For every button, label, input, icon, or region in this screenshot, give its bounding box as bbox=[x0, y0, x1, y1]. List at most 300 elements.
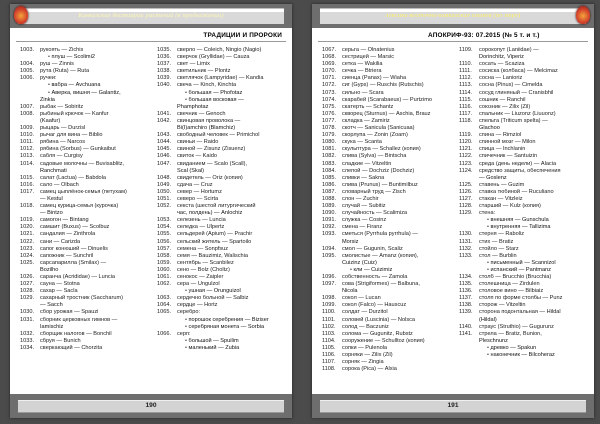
glossary-entry bbox=[157, 302, 286, 309]
glossary-entry bbox=[157, 111, 286, 118]
glossary-entry bbox=[322, 61, 451, 68]
entry-number: 1004. bbox=[20, 61, 34, 68]
entry-text: сверкающий — Chorzita bbox=[40, 344, 103, 351]
glossary-entry bbox=[459, 196, 588, 203]
glossary-entry bbox=[459, 90, 588, 97]
entry-text: свеча — Kinch, Kinchta bbox=[177, 82, 237, 89]
entry-number: 1131. bbox=[459, 238, 473, 245]
entry-number: 1075. bbox=[322, 103, 336, 110]
glossary-subentry: • письменный — Scannizol bbox=[459, 260, 588, 267]
entry-text: сорняк — Zingia bbox=[342, 359, 384, 366]
entry-text: серебро: bbox=[177, 309, 201, 316]
entry-number: 1064. bbox=[157, 302, 171, 309]
entry-number: 1109. bbox=[459, 47, 473, 53]
entry-number: 1126. bbox=[459, 188, 473, 195]
page-number: 191 bbox=[447, 402, 459, 409]
glossary-entry bbox=[322, 189, 451, 196]
glossary-entry bbox=[459, 111, 588, 118]
entry-number: 1053. bbox=[157, 217, 171, 224]
entry-number: 1044. bbox=[157, 139, 171, 146]
entry-number: 1056. bbox=[157, 238, 171, 245]
entry-text: сапожник — Sunchril bbox=[40, 252, 94, 259]
glossary-entry bbox=[322, 68, 451, 75]
entry-text: сторона подонтальная — Hildal bbox=[479, 309, 561, 316]
entry-text: рычаг для вина — Biblio bbox=[40, 132, 103, 139]
glossary-subentry: • плуш — Scolimi2 bbox=[20, 54, 149, 61]
glossary-entry bbox=[459, 239, 588, 246]
glossary-entry bbox=[20, 288, 149, 295]
entry-number: 1010. bbox=[20, 132, 34, 139]
entry-text: скворец (Sturnus) — Aschia, Brauz bbox=[342, 110, 431, 117]
entry-text: руш — Zinnis bbox=[40, 61, 74, 68]
entry-number: 1105. bbox=[322, 344, 336, 351]
entry-number: 1009. bbox=[20, 125, 34, 132]
entry-number: 1132. bbox=[459, 245, 473, 252]
glossary-entry bbox=[20, 189, 149, 196]
entry-text: спельта (Triticum spelta) — bbox=[479, 117, 548, 124]
glossary-subentry: • наконечник — Bilcoheraz bbox=[459, 352, 588, 359]
entry-number: 1113. bbox=[459, 82, 473, 89]
glossary-column bbox=[459, 47, 588, 386]
entry-number: 1021. bbox=[20, 231, 34, 238]
glossary-entry bbox=[322, 118, 451, 125]
entry-number: 1011. bbox=[20, 139, 34, 146]
entry-text: соловей (Luscinia) — Nolsca bbox=[342, 316, 416, 323]
entry-text: сердечно больной — Salbiz bbox=[177, 295, 249, 302]
entry-number: 1111. bbox=[459, 68, 472, 75]
entry-number: 1128. bbox=[459, 203, 473, 210]
entry-number: 1050. bbox=[157, 188, 171, 195]
entry-number: 1079. bbox=[322, 132, 336, 139]
glossary-entry bbox=[157, 196, 286, 203]
entry-text: рыбиный крючок — Kanfur bbox=[40, 110, 109, 117]
entry-text: северо — Scirta bbox=[177, 195, 219, 202]
glossary-entry-continuation: — Sacch bbox=[40, 302, 63, 309]
entry-text: самшит (Buxus) — Scolbuz bbox=[40, 224, 110, 231]
entry-number: 1013. bbox=[20, 153, 34, 160]
entry-number: 1123. bbox=[459, 160, 473, 167]
entry-text: светлячок (Lampyridae) — Kandia bbox=[177, 75, 264, 82]
glossary-entry bbox=[20, 331, 149, 338]
entry-text: сова (Strigiformes) — Balbuna, bbox=[342, 281, 420, 288]
glossary-entry bbox=[157, 153, 286, 160]
glossary-subentry: • вабра — Avchuana bbox=[20, 82, 149, 89]
entry-text: смолистые — Amanz (копия), bbox=[342, 252, 419, 259]
glossary-entry bbox=[322, 324, 451, 331]
glossary-subentry: • внутренняя — Tallizima bbox=[459, 224, 588, 231]
entry-number: 1020. bbox=[20, 224, 34, 231]
glossary-entry bbox=[157, 331, 286, 338]
glossary-entry bbox=[459, 210, 588, 217]
entry-text: служка — Cosinz bbox=[342, 217, 387, 224]
glossary-entry bbox=[157, 267, 286, 274]
footer-band bbox=[10, 394, 292, 418]
entry-text: сиг (Gyps) — Ruschis (Rutschis) bbox=[342, 82, 424, 89]
glossary-entry bbox=[20, 239, 149, 246]
glossary-entry bbox=[322, 82, 451, 89]
flame-emblem-icon bbox=[14, 6, 28, 24]
entry-text: складка — Zamiriz bbox=[342, 117, 390, 124]
entry-text: сливки — Sakna bbox=[342, 174, 385, 181]
glossary-entry bbox=[322, 246, 451, 253]
entry-text: ставень — Guzim bbox=[479, 181, 525, 188]
entry-text: спица — Inchlanin bbox=[479, 146, 526, 153]
entry-text: самогон — Bintang bbox=[40, 217, 89, 224]
entry-number: 1117. bbox=[459, 110, 473, 117]
entry-number: 1061. bbox=[157, 274, 171, 280]
entry-text: столб — Brucchio (Brucchia) bbox=[479, 274, 552, 280]
entry-text: сельдерей (Apium) — Prachir bbox=[177, 231, 253, 238]
glossary-entry bbox=[20, 260, 149, 267]
glossary-subentry: • серебряная монета — Sorbia bbox=[157, 324, 286, 331]
entry-number: 1080. bbox=[322, 139, 336, 146]
glossary-entry bbox=[459, 161, 588, 168]
entry-text: сауна — Stotna bbox=[40, 281, 80, 288]
entry-number: 1072. bbox=[322, 82, 336, 89]
entry-number: 1026. bbox=[20, 274, 34, 280]
entry-text: случайность — Scalimiza bbox=[342, 210, 408, 217]
entry-number: 1012. bbox=[20, 146, 34, 153]
glossary-entry bbox=[459, 132, 588, 139]
glossary-entry bbox=[459, 153, 588, 160]
entry-text: сосна (Pinus) — Cimelda bbox=[479, 82, 543, 89]
glossary-entry bbox=[459, 295, 588, 302]
glossary-subentry: • маленький — Zubia bbox=[157, 345, 286, 352]
entry-text: сокол (Falco) — Hauscuz bbox=[342, 302, 407, 309]
glossary-entry bbox=[459, 61, 588, 68]
entry-text: сено — Bolz (Choltz) bbox=[177, 266, 230, 273]
entry-text: скатерть — Schantz bbox=[342, 103, 394, 110]
entry-number: 1134. bbox=[459, 274, 473, 280]
glossary-entry bbox=[322, 111, 451, 118]
entry-text: сошник — Ranchil bbox=[479, 96, 526, 103]
glossary-subentry: • Аверка, вишня — Galantiz, bbox=[20, 90, 149, 97]
glossary-entry-continuation: час, полдень) — Anlochiz bbox=[177, 210, 243, 217]
entry-text: серп: bbox=[177, 330, 191, 337]
glossary-entry bbox=[20, 75, 149, 82]
entry-text: солод — Baczuniz bbox=[342, 323, 389, 330]
glossary-entry bbox=[20, 274, 149, 281]
entry-number: 1049. bbox=[157, 181, 171, 188]
entry-text: слива (Sylva) — Bintscha bbox=[342, 153, 407, 160]
glossary-entry bbox=[157, 203, 286, 210]
glossary-subentry: • большая — Phofotaz bbox=[157, 90, 286, 97]
entry-number: 1036. bbox=[157, 54, 171, 61]
entry-number: 1042. bbox=[157, 117, 171, 124]
glossary-entry-continuation: Nicola bbox=[342, 288, 358, 295]
glossary-entry bbox=[20, 153, 149, 160]
entry-number: 1084. bbox=[322, 167, 336, 174]
entry-number: 1102. bbox=[322, 323, 336, 330]
glossary-entry bbox=[322, 345, 451, 352]
entry-text: свиной — Zisunz (Zisuenz) bbox=[177, 146, 246, 153]
entry-text: семена — Sonpfsuz bbox=[177, 245, 229, 252]
glossary-entry bbox=[157, 253, 286, 260]
entry-number: 1073. bbox=[322, 89, 336, 96]
glossary-entry bbox=[20, 175, 149, 182]
entry-number: 1016. bbox=[20, 181, 34, 188]
entry-text: сборщик налогов — Bonchil bbox=[40, 330, 112, 337]
entry-text: среда (день недели) — Alacia bbox=[479, 160, 557, 167]
entry-number: 1025. bbox=[20, 259, 34, 266]
entry-number: 1120. bbox=[459, 139, 473, 146]
entry-number: 1103. bbox=[322, 330, 336, 337]
entry-text: скульптура — Schallez (копия) bbox=[342, 146, 421, 153]
running-title: лексика восточно-кавказских языков (по мере) bbox=[385, 12, 521, 19]
glossary-entry bbox=[20, 132, 149, 139]
entry-text: спинной мозг — Milon bbox=[479, 139, 536, 146]
entry-text: спальник — Liuzonz (Liuuonz) bbox=[479, 110, 556, 117]
entry-number: 1030. bbox=[20, 309, 34, 316]
entry-number: 1093. bbox=[322, 231, 336, 238]
entry-number: 1055. bbox=[157, 231, 171, 238]
entry-number: 1035. bbox=[157, 47, 171, 53]
glossary-entry bbox=[459, 104, 588, 111]
glossary-entry-continuation: — Bintzo bbox=[40, 210, 63, 217]
glossary-entry bbox=[322, 309, 451, 316]
glossary-entry-continuation: — Goslenz bbox=[479, 174, 507, 181]
glossary-entry bbox=[157, 161, 286, 168]
entry-text: сабля — Curgisy bbox=[40, 153, 83, 160]
entry-number: 1121. bbox=[459, 146, 473, 153]
entry-text: сокол — Lucan bbox=[342, 295, 381, 302]
entry-number: 1039. bbox=[157, 75, 171, 82]
glossary-entry-continuation: — Kestul bbox=[40, 195, 63, 202]
entry-text: столп по форме столбы — Punz bbox=[479, 295, 563, 302]
entry-text: средство защиты, обеспечения bbox=[479, 167, 561, 174]
entry-number: 1133. bbox=[459, 252, 473, 259]
glossary-entry bbox=[157, 281, 286, 288]
entry-number: 1047. bbox=[157, 160, 171, 167]
glossary-entry bbox=[157, 224, 286, 231]
glossary-entry bbox=[157, 47, 286, 54]
entry-number: 1076. bbox=[322, 110, 336, 117]
entry-number: 1062. bbox=[157, 281, 171, 288]
glossary-entry bbox=[459, 47, 588, 54]
entry-text: рыбак — Sobiritz bbox=[40, 103, 84, 110]
glossary-entry bbox=[20, 104, 149, 111]
glossary-entry bbox=[322, 125, 451, 132]
right-page bbox=[312, 4, 594, 418]
entry-text: сбруя — Bunich bbox=[40, 337, 81, 344]
entry-number: 1115. bbox=[459, 96, 473, 103]
glossary-subentry: • древко — Spakun bbox=[459, 345, 588, 352]
entry-text: рута (Ruta) — Ruta bbox=[40, 68, 90, 75]
entry-number: 1066. bbox=[157, 330, 171, 337]
entry-number: 1099. bbox=[322, 302, 336, 309]
entry-text: скука — Scanta bbox=[342, 139, 382, 146]
entry-text: сельский житель — Spartoilo bbox=[177, 238, 252, 245]
glossary-subentry: • большой — Spuilim bbox=[157, 338, 286, 345]
glossary-entry bbox=[157, 189, 286, 196]
glossary-entry bbox=[20, 231, 149, 238]
entry-number: 1097. bbox=[322, 281, 336, 288]
entry-number: 1125. bbox=[459, 181, 473, 188]
glossary-entry bbox=[322, 90, 451, 97]
entry-text: скотч — Sanicula (Sanicuaa) bbox=[342, 125, 415, 132]
entry-number: 1083. bbox=[322, 160, 336, 167]
glossary-entry bbox=[322, 331, 451, 338]
entry-text: сахарный тростник (Saccharum) bbox=[40, 295, 124, 302]
entry-text: сердце — Hortz bbox=[177, 302, 218, 309]
glossary-entry bbox=[157, 217, 286, 224]
glossary-entry bbox=[157, 182, 286, 189]
section-title: ТРАДИЦИИ И ПРОРОКИ bbox=[16, 30, 286, 42]
entry-number: 1098. bbox=[322, 295, 336, 302]
entry-number: 1027. bbox=[20, 281, 34, 288]
entry-number: 1038. bbox=[157, 68, 171, 75]
entry-number: 1136. bbox=[459, 288, 473, 295]
glossary-entry bbox=[20, 182, 149, 189]
entry-text: рукоять — Zichis bbox=[40, 47, 84, 53]
entry-text: сорняки — Zilix (Zil) bbox=[342, 352, 393, 359]
glossary-entry-continuation: Iamischiz bbox=[40, 323, 64, 330]
glossary-entry-continuation: (Kaafur) bbox=[40, 117, 61, 124]
glossary-entry bbox=[157, 61, 286, 68]
glossary-entry bbox=[20, 217, 149, 224]
entry-text: столовое вино — Bilbiaiz bbox=[479, 288, 544, 295]
entry-text: словарный труд — Zisch bbox=[342, 188, 406, 195]
glossary-entry bbox=[322, 97, 451, 104]
glossary-entry bbox=[459, 274, 588, 281]
page-number: 190 bbox=[145, 402, 157, 409]
entry-text: семя — Bauzimiz, Walischia bbox=[177, 252, 249, 259]
entry-number: 1043. bbox=[157, 132, 171, 139]
glossary-column bbox=[20, 47, 149, 386]
glossary-entry-continuation: Ranchmati bbox=[40, 167, 67, 174]
entry-text: сметься (Pyrrhula pyrrhula) — bbox=[342, 231, 418, 238]
entry-number: 1051. bbox=[157, 195, 171, 202]
entry-text: союзник — Zilix (Zil) bbox=[479, 103, 531, 110]
glossary-entry bbox=[459, 309, 588, 316]
glossary-entry bbox=[157, 295, 286, 302]
glossary-subentry: • ушная — Orunguizol bbox=[157, 288, 286, 295]
glossary-entry bbox=[322, 281, 451, 288]
glossary-entry-continuation: (Hildal) bbox=[479, 316, 497, 323]
entry-text: светильник — Plontz bbox=[177, 68, 231, 75]
glossary-entry bbox=[20, 111, 149, 118]
entry-text: секста (шестой литургический bbox=[177, 203, 256, 210]
entry-number: 1057. bbox=[157, 245, 171, 252]
entry-text: самец курица-семья (курочка) bbox=[40, 203, 119, 210]
glossary-entry bbox=[322, 352, 451, 359]
entry-text: сооружение — Schulltoz (копия) bbox=[342, 337, 425, 344]
entry-number: 1135. bbox=[459, 281, 473, 288]
glossary-entry bbox=[322, 161, 451, 168]
entry-number: 1090. bbox=[322, 210, 336, 217]
entry-text: сандалия — Zinthrola bbox=[40, 231, 96, 238]
glossary-entry bbox=[322, 253, 451, 260]
glossary-entry bbox=[459, 82, 588, 89]
entry-text: сестрицей — Marsic bbox=[342, 54, 395, 61]
entry-text: самец цыплёнок-семья (петухам) bbox=[40, 188, 127, 195]
entry-number: 1041. bbox=[157, 110, 171, 117]
entry-text: скарабей (Scarabaeus) — Purtzimo bbox=[342, 96, 432, 103]
glossary-entry bbox=[20, 139, 149, 146]
glossary-entry bbox=[322, 196, 451, 203]
glossary-entry bbox=[459, 168, 588, 175]
glossary-entry bbox=[20, 125, 149, 132]
glossary-entry-continuation: Morsiz bbox=[342, 238, 359, 245]
glossary-entry bbox=[157, 75, 286, 82]
glossary-entry-continuation: Pleschnunz bbox=[479, 337, 508, 344]
entry-number: 1031. bbox=[20, 316, 34, 323]
glossary-entry bbox=[157, 274, 286, 281]
entry-number: 1137. bbox=[459, 295, 473, 302]
entry-text: слива (Prunus) — Buntimilbuz bbox=[342, 181, 418, 188]
entry-text: стих — Bratiz bbox=[479, 238, 514, 245]
entry-number: 1139. bbox=[459, 309, 473, 316]
entry-number: 1052. bbox=[157, 203, 171, 210]
entry-number: 1040. bbox=[157, 82, 171, 89]
glossary-subentry: • кли — Cuizimiz bbox=[322, 267, 451, 274]
glossary-entry bbox=[20, 146, 149, 153]
glossary-entry-continuation: Scal (Skal) bbox=[177, 167, 205, 174]
entry-text: солдат — Durzitol bbox=[342, 309, 388, 316]
glossary-entry bbox=[459, 231, 588, 238]
entry-number: 1033. bbox=[20, 337, 34, 344]
entry-text: сечка — Btriera bbox=[342, 68, 382, 75]
entry-text: случай — Subitiz bbox=[342, 203, 386, 210]
glossary-entry bbox=[322, 47, 451, 54]
entry-text: спина — Rimziol bbox=[479, 132, 522, 139]
entry-text: ставка тюбиной — Ruculiano bbox=[479, 188, 554, 195]
glossary-entry bbox=[157, 68, 286, 75]
glossary-entry bbox=[322, 359, 451, 366]
entry-number: 1078. bbox=[322, 125, 336, 132]
glossary-entry-continuation: Phamphotaz bbox=[177, 103, 209, 110]
entry-text: север — Hortumz bbox=[177, 188, 222, 195]
entry-text: рябина (Sorbus) — Gunkaibut bbox=[40, 146, 116, 153]
entry-number: 1129. bbox=[459, 210, 473, 217]
glossary-entry bbox=[20, 203, 149, 210]
glossary-entry bbox=[157, 82, 286, 89]
entry-text: сера — Ungulzol bbox=[177, 281, 220, 288]
glossary-entry bbox=[322, 182, 451, 189]
entry-number: 1058. bbox=[157, 252, 171, 259]
glossary-entry bbox=[459, 139, 588, 146]
entry-number: 1081. bbox=[322, 146, 336, 153]
glossary-entry bbox=[459, 288, 588, 295]
entry-number: 1034. bbox=[20, 344, 34, 351]
glossary-entry bbox=[459, 182, 588, 189]
entry-text: сверло — Coleich, Ningio (Nagio) bbox=[177, 47, 262, 53]
entry-number: 1054. bbox=[157, 224, 171, 231]
glossary-subentry: • порошок серебрения — Biziser bbox=[157, 317, 286, 324]
entry-text: сорока (Pica) — Alxia bbox=[342, 366, 397, 373]
glossary-entry-continuation: Cuizinz (Cuiz) bbox=[342, 259, 377, 266]
entry-number: 1086. bbox=[322, 181, 336, 188]
entry-number: 1071. bbox=[322, 75, 336, 82]
glossary-entry bbox=[157, 231, 286, 238]
entry-number: 1095. bbox=[322, 252, 336, 259]
entry-text: салат (Lactua) — Babdola bbox=[40, 174, 107, 181]
glossary-entry bbox=[157, 146, 286, 153]
entry-number: 1037. bbox=[157, 61, 171, 68]
glossary-entry-continuation: Zinkia bbox=[40, 96, 55, 103]
header-band bbox=[312, 4, 594, 28]
entry-number: 1122. bbox=[459, 153, 473, 160]
entry-text: сбор урожая — Spauzi bbox=[40, 309, 99, 316]
entry-text: сиенца (Panax) — Wiaha bbox=[342, 75, 407, 82]
entry-number: 1019. bbox=[20, 217, 34, 224]
entry-number: 1100. bbox=[322, 309, 336, 316]
glossary-entry bbox=[322, 153, 451, 160]
entry-number: 1107. bbox=[322, 359, 336, 366]
glossary-entry bbox=[322, 302, 451, 309]
entry-text: стерня — Raboliz bbox=[479, 231, 524, 238]
entry-number: 1074. bbox=[322, 96, 336, 103]
